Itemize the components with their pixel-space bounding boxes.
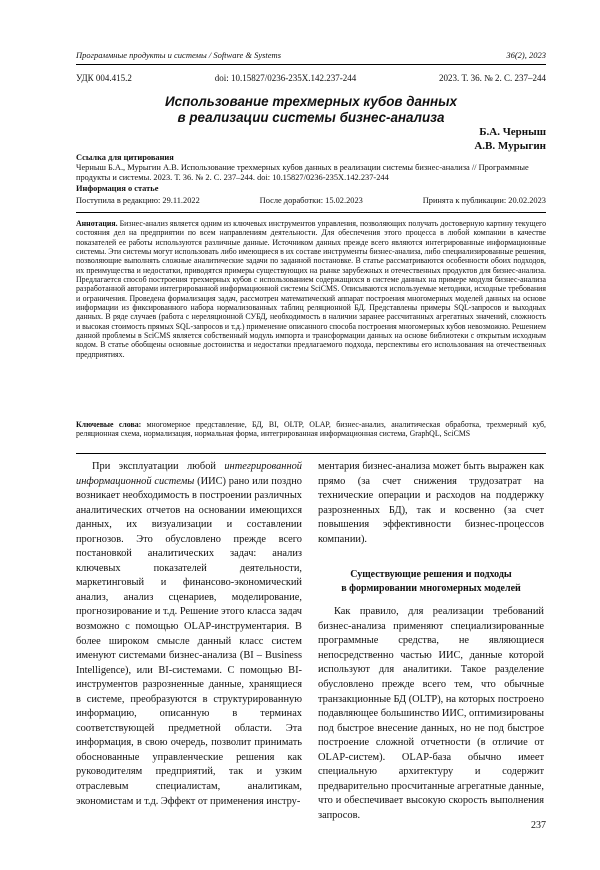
article-dates [76,196,546,205]
emphasis-text: интегрированной информационной системы [76,461,302,487]
article-title [76,94,546,126]
author-2: А.В. Мурыгин [474,140,546,152]
doi: doi: 10.15827/0236-235X.142.237-244 [214,73,357,83]
page-number: 237 [531,820,546,831]
received-date: Поступила в редакцию: 29.11.2022 [76,196,200,205]
keywords [76,420,546,439]
citation-heading: Ссылка для цитирования [76,153,174,162]
author-1: Б.А. Черныш [479,126,546,138]
body-paragraph [76,460,302,809]
section-title-line-2: в формировании многомерных моделей [341,582,521,594]
text-run: При эксплуатации любой [92,461,225,472]
accepted-date: Принята к публикации: 20.02.2023 [422,196,546,205]
issue-number: 36(2), 2023 [506,50,546,60]
title-line-1: Использование трехмерных кубов данных [165,94,457,109]
citation-text: Черныш Б.А., Мурыгин А.В. Использование трехмерных кубов данных в реализации системы бизнес-анализа // Программные продукты и системы. 2023. Т. 36. № 2. С. 237–244. doi: 10.15827/0236-235X.142.237-244 [76,163,529,183]
header-rule [76,64,546,65]
issue-ref: 2023. Т. 36. № 2. С. 237–244 [439,73,546,83]
keywords-label: Ключевые слова: [76,420,142,429]
body-paragraph: ментария бизнес-анализа может быть выражен как прямо (за счет снижения трудозатрат на технические операции и расходов на поддержку разрозненных БД), так и косвенно (за счет повышения эффективности бизнес-процессов компании). [318,461,544,545]
title-line-2: в реализации системы бизнес-анализа [177,110,445,125]
citation-block [76,153,546,194]
abstract-text: Бизнес-анализ является одним из ключевых инструментов управления, позволяющих получать достоверную картину текущего состояния дел на предприятии по всем направлениям деятельности. Для обеспечения этого процесса в любой компании в качестве показателей ее работы используются различные данные. Источником данных прежде всего являются интегрированные информационные системы. Эти системы могут использовать либо имеющиеся в их составе инструменты бизнес-анализа, либо специализированные решения, позволяющие выполнять сложные аналитические задачи по заданной постановке. В статье рассматриваются особенности обоих подходов, их преимущества и недостатки, приводятся примеры существующих на рынке зарубежных и отечественных продуктов для бизнес-анализа. Предлагается способ построения трехмерных кубов с использованием содержащихся в системе данных на примере модуля бизнес-анализа разработанной авторами интегрированной информационной системы SciCMS. Описываются используемые методики, исходные требования и ограничения. Проведена формализация задач, рассмотрен математический аппарат построения многомерных моделей данных на основе информации из фиксированного набора нормализованных таблиц реляционной БД. Представлены примеры SQL-запросов и выходных данных. В ряде случаев (работа с нереляционной СУБД, необходимость в наличии заранее рассчитанных агрегатных значений, сложность и высокая стоимость прямых SQL-запросов и т.д.) применение описанного способа построения многомерных кубов невозможно. Решением данной проблемы в SciCMS является собственный модуль импорта и трансформации данных на основе библиотеки с открытым исходным кодом. В статье обобщены основные достоинства и недостатки предлагаемого подхода, перспективы его использования на отечественных предприятиях. [76,219,546,359]
text-run: (ИИС) рано или поздно возникает необходимость в построении различных аналитических отчетов на основании имеющихся данных, их визуализации и составлении прогнозов. Это обусловлено прежде всего постановкой аналитических задач: анализ ключевых показателей деятельности, маркетинговый и финансово-экономический анализ, анализ сценариев, моделирование, прогнозирование и т.д. Решение этого класса задач возможно с помощью OLAP-инструментария. В более широком смысле данный класс систем именуют системами бизнес-анализа (BI – Business Intelligence), или BI-системами. С помощью BI-инструментов разрозненные данные, хранящиеся в системе, преобразуются в структурированную информацию, описанную в терминах соответствующей предметной области. Эта информация, в свою очередь, позволит принимать обоснованные управленческие решения как руководителям предприятий, так и узким отраслевым специалистам, аналитикам, экономистам и т.д. Эффект от применения инстру- [76,475,302,807]
udk: УДК 004.415.2 [76,73,132,83]
body-column-right [318,460,544,823]
abstract-rule [76,453,546,454]
info-rule [76,212,546,213]
section-title [318,568,544,595]
article-meta [76,73,546,83]
keywords-text: многомерное представление, БД, BI, OLTP, OLAP, бизнес-анализ, аналитическая обработка, трехмерный куб, реляционная схема, нормализация, нормальная форма, интегрированная информационная система, GraphQL, SciCMS [76,420,546,439]
journal-name: Программные продукты и системы / Software & Systems [76,50,282,60]
running-header [76,50,546,60]
article-info-heading: Информация о статье [76,183,159,193]
abstract-label: Аннотация. [76,219,118,228]
revised-date: После доработки: 15.02.2023 [259,196,363,205]
body-column-left [76,460,302,809]
body-paragraph: Как правило, для реализации требований бизнес-анализа применяют специализированные программные средства, не являющиеся непосредственно частью ИИС, данные которой используют для аналитики. Такое разделение обусловлено прежде всего тем, что обычные транзакционные БД (OLTP), на которых построено подавляющее большинство ИИС, оптимизированы под быстрое внесение данных, но не под быстрое построение сложной отчетности (в отличие от OLAP-систем). OLAP-база обычно имеет специальную архитектуру и содержит предварительно просчитанные агрегатные данные, что и обеспечивает высокую скорость выполнения запросов. [318,606,544,821]
section-title-line-1: Существующие решения и подходы [350,569,512,581]
abstract [76,219,546,359]
